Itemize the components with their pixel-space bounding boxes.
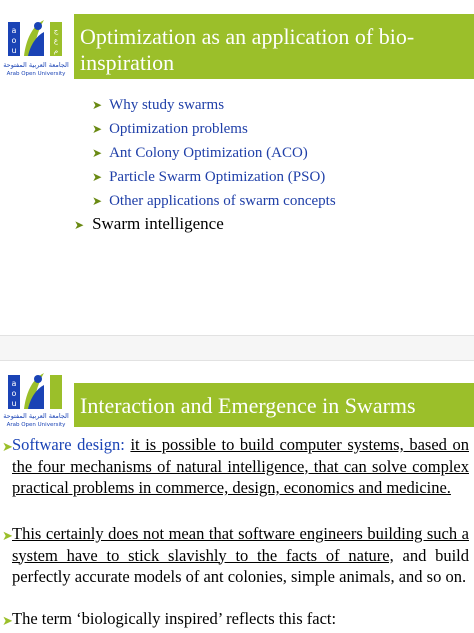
paragraph-text: The term ‘biologically inspired’ reflects this fact:	[12, 609, 337, 628]
main-bullet-label: Swarm intelligence	[92, 214, 224, 233]
slide-title: Interaction and Emergence in Swarms	[80, 393, 416, 418]
list-item-label: Why study swarms	[109, 97, 225, 113]
underlined-text: This certainly does not mean that software engineers building such a system have to stick slavishly to the facts of nature,	[12, 524, 469, 565]
list-item-label: Optimization problems	[109, 121, 248, 137]
bullet-icon: ➤	[2, 613, 13, 628]
list-item	[92, 121, 248, 138]
university-logo	[0, 361, 74, 429]
list-item	[92, 193, 336, 210]
chevron-right-icon: ➤	[92, 146, 103, 160]
svg-text:ج: ج	[53, 27, 59, 35]
bullet-icon: ➤	[2, 528, 13, 543]
chevron-right-icon: ➤	[92, 98, 103, 112]
aou-logo-icon	[0, 0, 74, 88]
list-item-label: Other applications of swarm concepts	[109, 193, 336, 209]
logo-english-text: Arab Open University	[6, 71, 66, 77]
chevron-right-icon: ➤	[92, 122, 103, 136]
svg-text:م: م	[53, 47, 59, 55]
svg-text:u: u	[11, 46, 17, 55]
list-item	[92, 145, 308, 162]
aou-logo-icon	[0, 361, 74, 429]
svg-text:a: a	[11, 379, 17, 388]
slide-2	[0, 360, 474, 633]
paragraph-software-engineers	[0, 523, 469, 588]
chevron-right-icon: ➤	[74, 218, 85, 232]
chevron-right-icon: ➤	[92, 170, 103, 184]
paragraph-term	[0, 608, 469, 630]
lead-term: Software design:	[12, 435, 125, 454]
slide-title: Optimization as an application of bio-inspiration	[80, 24, 415, 75]
svg-text:ع: ع	[53, 37, 59, 45]
logo-arabic-text: الجامعة العربية المفتوحة	[3, 61, 69, 69]
list-item	[92, 97, 224, 114]
chevron-right-icon: ➤	[92, 194, 103, 208]
bullet-icon: ➤	[2, 439, 13, 454]
list-item	[92, 169, 325, 186]
list-item-label: Ant Colony Optimization (ACO)	[109, 145, 308, 161]
svg-text:o: o	[11, 36, 17, 45]
university-logo	[0, 0, 74, 88]
logo-english-text: Arab Open University	[6, 422, 66, 428]
svg-text:a: a	[11, 26, 17, 35]
paragraph-software-design	[0, 434, 469, 499]
svg-text:o: o	[11, 389, 17, 398]
list-item-label: Particle Swarm Optimization (PSO)	[109, 169, 326, 185]
paragraph-text: and build perfectly accurate models of ant colonies, simple animals, and so on.	[12, 545, 469, 586]
main-bullet	[74, 214, 224, 234]
title-bar	[74, 383, 474, 427]
underlined-text: it is possible to build computer systems, based on the four mechanisms of natural intelligence, that can solve complex practical problems in commerce, design, economics and medicine.	[12, 435, 469, 497]
title-bar	[74, 14, 474, 79]
logo-arabic-text: الجامعة العربية المفتوحة	[3, 412, 69, 420]
svg-text:u: u	[11, 399, 17, 408]
